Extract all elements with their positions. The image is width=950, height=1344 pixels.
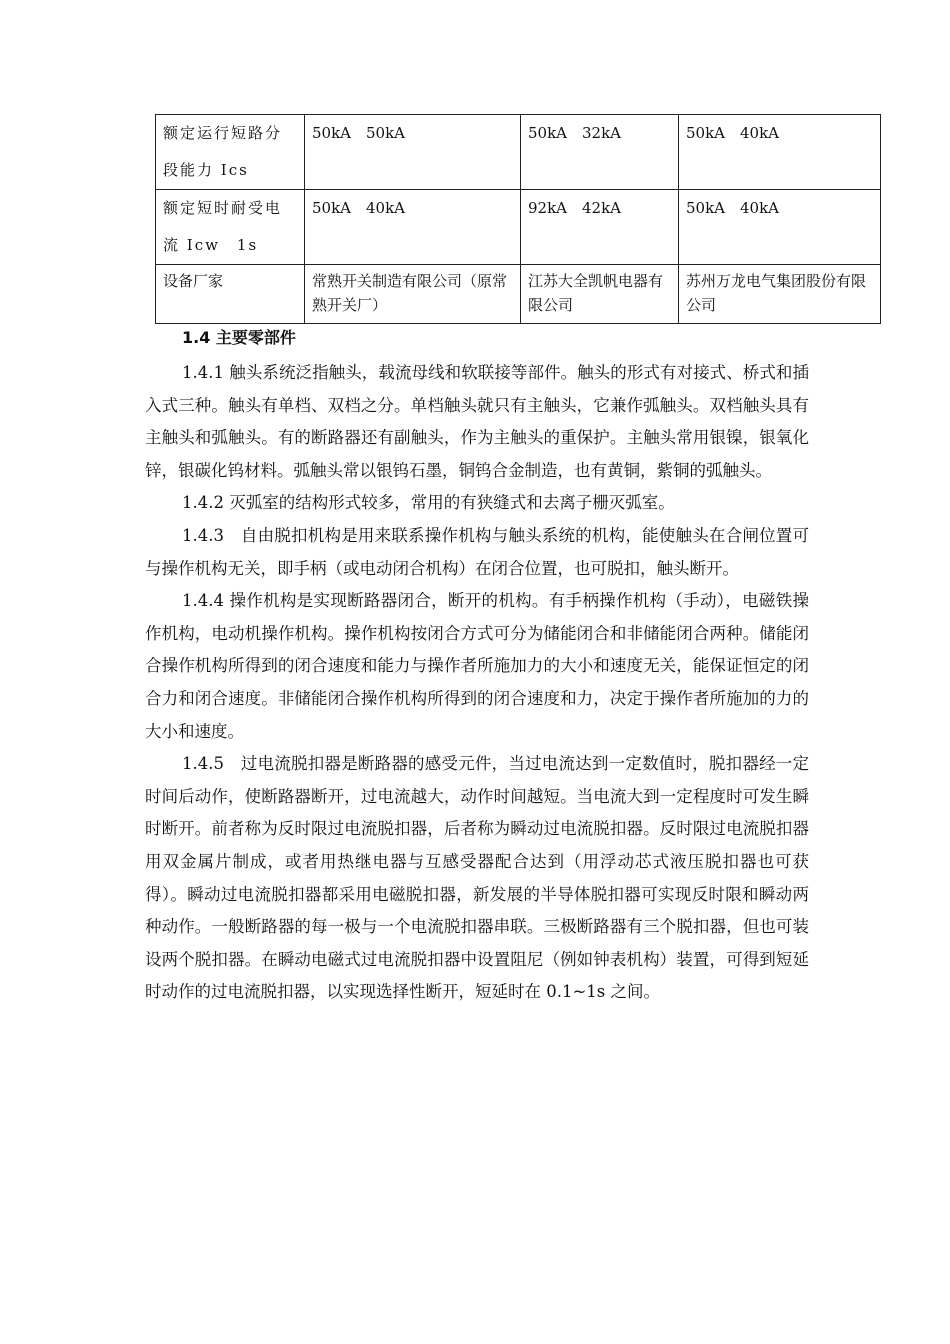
paragraph-1-4-1: 1.4.1 触头系统泛指触头，载流母线和软联接等部件。触头的形式有对接式、桥式和插入式三种。触头有单档、双档之分。单档触头就只有主触头，它兼作弧触头。双档触头具有主触头和弧触头。有的断路器还有副触头，作为主触头的重保护。主触头常用银镍，银氧化锌，银碳化钨材料。弧触头常以银钨石墨，铜钨合金制造，也有黄铜，紫铜的弧触头。 [145, 363, 809, 480]
table-cell: 常熟开关制造有限公司（原常熟开关厂） [305, 265, 521, 324]
paragraph-1-4-4: 1.4.4 操作机构是实现断路器闭合，断开的机构。有手柄操作机构（手动），电磁铁操作机构，电动机操作机构。操作机构按闭合方式可分为储能闭合和非储能闭合两种。储能闭合操作机构所得到的闭合速度和能力与操作者所施加力的大小和速度无关，能保证恒定的闭合力和闭合速度。非储能闭合操作机构所得到的闭合速度和力，决定于操作者所施加的力的大小和速度。 [145, 591, 809, 741]
paragraph-1-4-5: 1.4.5 过电流脱扣器是断路器的感受元件，当过电流达到一定数值时，脱扣器经一定时间后动作，使断路器断开，过电流越大，动作时间越短。当电流大到一定程度时可发生瞬时断开。前者称为反时限过电流脱扣器，后者称为瞬动过电流脱扣器。反时限过电流脱扣器用双金属片制成，或者用热继电器与互感受器配合达到（用浮动芯式液压脱扣器也可获得）。瞬动过电流脱扣器都采用电磁脱扣器，新发展的半导体脱扣器可实现反时限和瞬动两种动作。一般断路器的每一极与一个电流脱扣器串联。三极断路器有三个脱扣器，但也可装设两个脱扣器。在瞬动电磁式过电流脱扣器中设置阻尼（例如钟表机构）装置，可得到短延时动作的过电流脱扣器，以实现选择性断开，短延时在 0.1~1s 之间。 [145, 754, 809, 1002]
table-row [156, 265, 881, 324]
table-cell: 设备厂家 [156, 265, 305, 324]
table-cell: 50kA 40kA [679, 190, 881, 265]
table-cell: 50kA 40kA [305, 190, 521, 265]
table-cell: 额定运行短路分段能力 Ics [156, 115, 305, 190]
table-row [156, 190, 881, 265]
table-cell: 50kA 32kA [521, 115, 679, 190]
table-cell: 50kA 40kA [679, 115, 881, 190]
section-title: 1.4 主要零部件 [182, 328, 296, 347]
paragraph-1-4-3: 1.4.3 自由脱扣机构是用来联系操作机构与触头系统的机构，能使触头在合闸位置可与操作机构无关，即手柄（或电动闭合机构）在闭合位置，也可脱扣，触头断开。 [145, 525, 809, 578]
table-cell: 江苏大全凯帆电器有限公司 [521, 265, 679, 324]
table-cell: 92kA 42kA [521, 190, 679, 265]
table-row [156, 115, 881, 190]
body-text [145, 357, 809, 1009]
spec-table [155, 114, 881, 324]
table-cell: 额定短时耐受电流 Icw 1s [156, 190, 305, 265]
table-cell: 50kA 50kA [305, 115, 521, 190]
table-cell: 苏州万龙电气集团股份有限公司 [679, 265, 881, 324]
paragraph-1-4-2: 1.4.2 灭弧室的结构形式较多，常用的有狭缝式和去离子栅灭弧室。 [182, 493, 675, 513]
